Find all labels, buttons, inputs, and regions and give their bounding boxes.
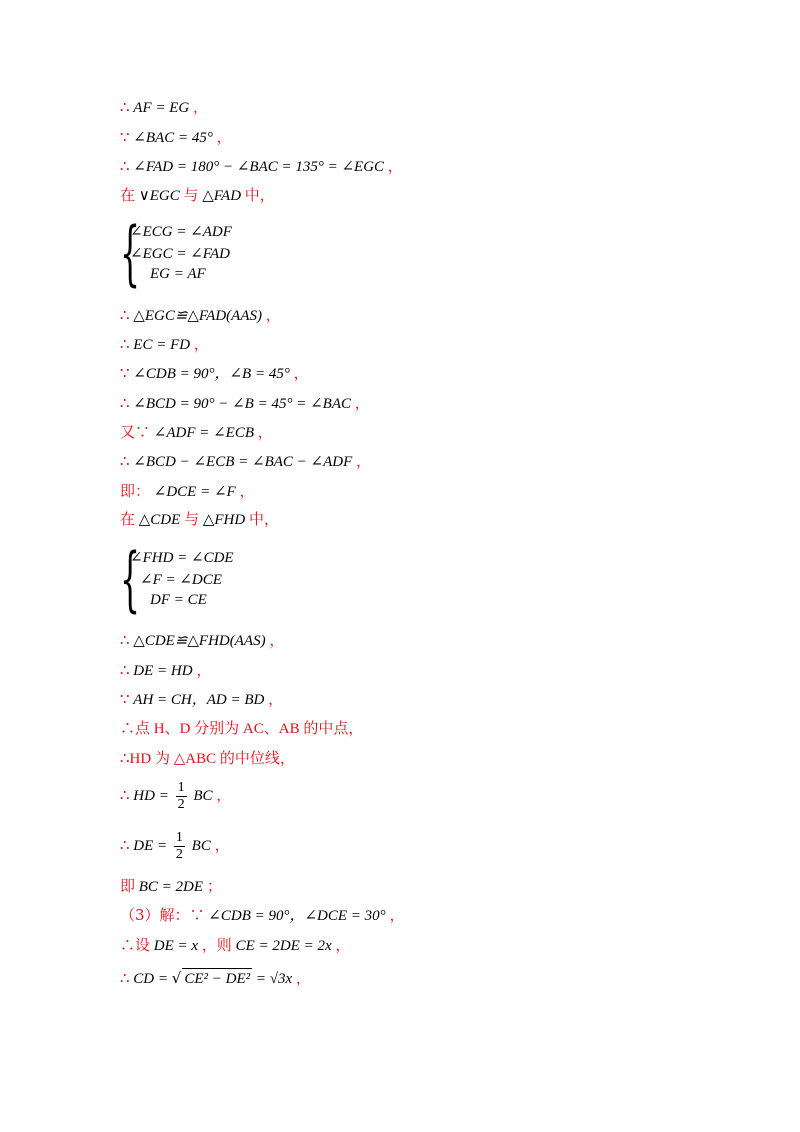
fraction: $\frac{1}{2}$ — [175, 830, 183, 863]
line-congruent-egc-fad: ∴ △EGC≌△FAD(AAS) ， — [120, 306, 281, 324]
line-part3-given: （3）解：∵ ∠CDB = 90°，∠DCE = 30° ， — [120, 906, 405, 924]
line-bac-45: ∵ ∠BAC = 45° ， — [120, 128, 232, 146]
line-midline: ∴HD 为 △ABC 的中位线， — [120, 751, 295, 767]
system-row: DF = CE — [150, 592, 207, 608]
square-root: CE² − DE² — [182, 968, 252, 989]
left-brace: { — [120, 538, 141, 620]
line-dce-f: 即： ∠DCE = ∠F ， — [120, 482, 255, 500]
line-bc-2de: 即 BC = 2DE ； — [120, 877, 222, 895]
line-cd-sqrt3x: ∴ CD = √ CE² − DE² = √3x ， — [120, 969, 311, 987]
line-adf-ecb: 又∵ ∠ADF = ∠ECB ， — [120, 423, 273, 441]
equation-system-2 — [120, 538, 280, 620]
left-brace: { — [120, 212, 141, 294]
system-row: ∠FHD = ∠CDE — [130, 550, 234, 566]
line-cdb-90: ∵ ∠CDB = 90°，∠B = 45° ， — [120, 364, 309, 382]
line-de-hd: ∴ DE = HD ， — [120, 661, 212, 679]
line-ah-ch: ∵ AH = CH，AD = BD ， — [120, 690, 284, 708]
fraction: $\frac{1}{2}$ — [177, 780, 185, 813]
line-congruent-cde-fhd: ∴ △CDE≌△FHD(AAS) ， — [120, 631, 285, 649]
line-midpoints: ∴点 H、D 分别为 AC、AB 的中点， — [120, 721, 364, 737]
line-bcd-45: ∴ ∠BCD = 90° − ∠B = 45° = ∠BAC ， — [120, 394, 370, 412]
line-in-cde-fhd: 在 △CDE 与 △FHD 中， — [120, 512, 279, 528]
system-row: EG = AF — [150, 266, 206, 282]
system-row: ∠F = ∠DCE — [140, 572, 222, 588]
line-bcd-ecb-diff: ∴ ∠BCD − ∠ECB = ∠BAC − ∠ADF ， — [120, 452, 372, 470]
system-row: ∠EGC = ∠FAD — [130, 246, 230, 262]
line-let-de-x: ∴设 DE = x ，则 CE = 2DE = 2x ， — [120, 936, 351, 954]
line-de-half-bc: ∴ DE = $\frac{1}{2}$ BC ， — [120, 830, 230, 863]
line-af-eg: ∴ AF = EG ， — [120, 98, 209, 116]
line-in-egc-fad: 在 ∨EGC 与 △FAD 中， — [120, 188, 275, 204]
line-fad-135: ∴ ∠FAD = 180° − ∠BAC = 135° = ∠EGC ， — [120, 157, 403, 175]
line-hd-half-bc: ∴ HD = $\frac{1}{2}$ BC ， — [120, 780, 232, 813]
line-ec-fd: ∴ EC = FD ， — [120, 335, 209, 353]
system-row: ∠ECG = ∠ADF — [130, 224, 232, 240]
equation-system-1 — [120, 212, 280, 294]
